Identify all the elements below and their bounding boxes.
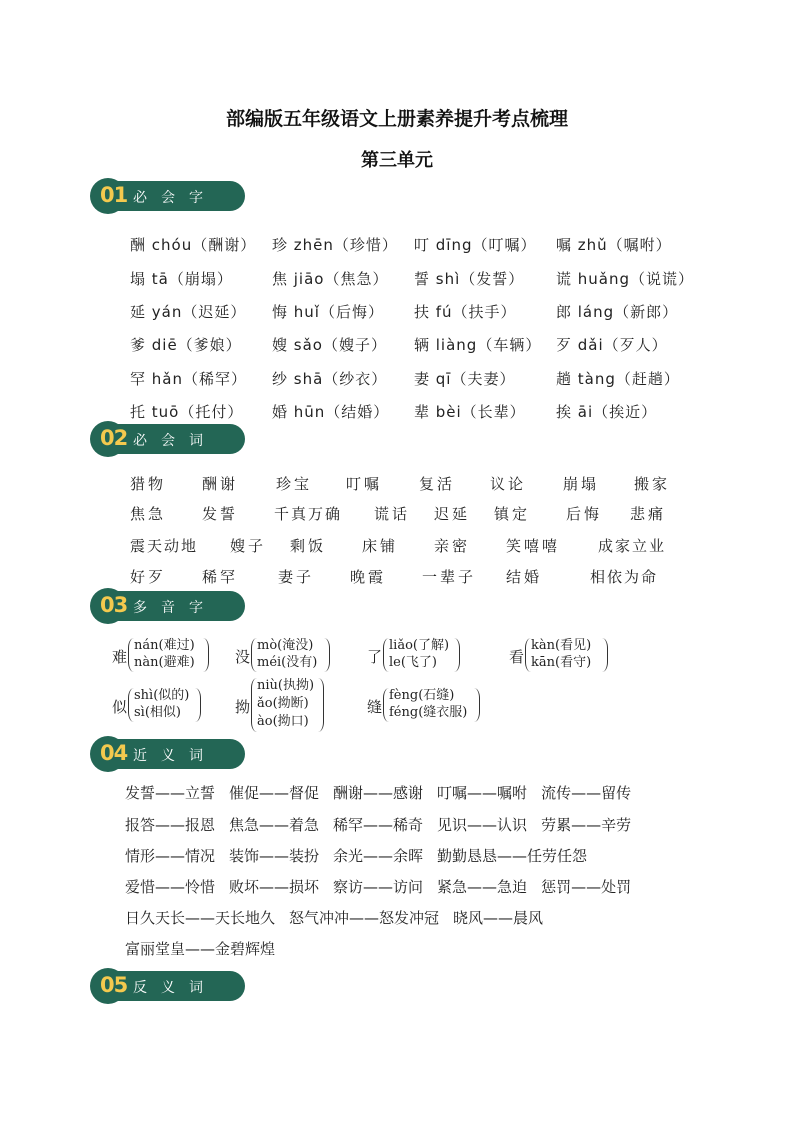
word-entry: 酬谢 xyxy=(202,475,239,493)
section-number: 01 xyxy=(100,183,128,207)
words-row xyxy=(0,566,794,588)
char-entry: 纱 shā（纱衣） xyxy=(272,370,388,388)
polyphone-reading: liǎo(了解) xyxy=(389,638,450,653)
word-entry: 好歹 xyxy=(130,568,167,586)
polyphone-entry xyxy=(235,636,335,676)
polyphone-reading: nàn(避难) xyxy=(134,655,195,670)
polyphone-reading: kàn(看见) xyxy=(531,638,592,653)
section-label: 必会词 xyxy=(133,433,217,449)
synonyms-row xyxy=(125,845,601,867)
word-entry: 成家立业 xyxy=(598,537,667,555)
words-row xyxy=(0,473,794,495)
synonym-pair: 催促——督促 xyxy=(229,784,320,802)
word-entry: 猎物 xyxy=(130,475,167,493)
brace-right xyxy=(317,678,324,732)
char-entry: 婚 hūn（结婚） xyxy=(272,403,390,421)
char-entry: 辆 liàng（车辆） xyxy=(414,336,542,354)
section-label: 近义词 xyxy=(133,748,217,764)
word-entry: 镇定 xyxy=(494,505,531,523)
section-number: 04 xyxy=(100,741,128,765)
polyphone-entry xyxy=(112,686,212,726)
page-subtitle: 第三单元 xyxy=(361,150,433,171)
polyphone-reading: ào(拗口) xyxy=(257,714,309,729)
word-entry: 珍宝 xyxy=(276,475,313,493)
synonym-pair: 败坏——损坏 xyxy=(229,878,320,896)
polyphone-reading: féng(缝衣服) xyxy=(389,705,468,720)
word-entry: 崩塌 xyxy=(563,475,600,493)
brace-right xyxy=(601,638,608,672)
polyphone-entry xyxy=(509,636,609,676)
words-row xyxy=(0,503,794,525)
char-entry: 延 yán（迟延） xyxy=(130,303,247,321)
word-entry: 后悔 xyxy=(566,505,603,523)
char-entry: 叮 dīng（叮嘱） xyxy=(414,236,537,254)
polyphone-char: 缝 xyxy=(367,698,383,716)
chars-row xyxy=(0,234,794,256)
chars-row xyxy=(0,368,794,390)
char-entry: 辈 bèi（长辈） xyxy=(414,403,526,421)
char-entry: 酬 chóu（酬谢） xyxy=(130,236,257,254)
section-label: 必会字 xyxy=(133,190,217,206)
section-number: 03 xyxy=(100,593,128,617)
synonym-pair: 叮嘱——嘱咐 xyxy=(437,784,528,802)
polyphone-char: 没 xyxy=(235,648,251,666)
char-entry: 郎 láng（新郎） xyxy=(556,303,679,321)
polyphone-reading: méi(没有) xyxy=(257,655,318,670)
polyphone-char: 难 xyxy=(112,648,128,666)
synonym-pair: 日久天长——天长地久 xyxy=(125,909,276,927)
synonym-pair: 晓风——晨风 xyxy=(453,909,544,927)
synonym-pair: 情形——情况 xyxy=(125,847,216,865)
word-entry: 谎话 xyxy=(374,505,411,523)
char-entry: 嫂 sǎo（嫂子） xyxy=(272,336,387,354)
word-entry: 晚霞 xyxy=(350,568,387,586)
chars-row xyxy=(0,401,794,423)
word-entry: 床铺 xyxy=(362,537,399,555)
char-entry: 珍 zhēn（珍惜） xyxy=(272,236,398,254)
polyphone-char: 拗 xyxy=(235,698,251,716)
char-entry: 挨 āi（挨近） xyxy=(556,403,658,421)
synonyms-row xyxy=(125,814,645,836)
word-entry: 剩饭 xyxy=(290,537,327,555)
word-entry: 稀罕 xyxy=(202,568,239,586)
char-entry: 歹 dǎi（歹人） xyxy=(556,336,668,354)
section-label: 反义词 xyxy=(133,980,217,996)
polyphone-reading: kān(看守) xyxy=(531,655,592,670)
char-entry: 谎 huǎng（说谎） xyxy=(556,270,695,288)
polyphone-entry xyxy=(112,636,212,676)
synonym-pair: 察访——访问 xyxy=(333,878,424,896)
word-entry: 悲痛 xyxy=(630,505,667,523)
polyphone-entry xyxy=(367,686,487,726)
synonym-pair: 劳累——辛劳 xyxy=(541,816,632,834)
word-entry: 议论 xyxy=(490,475,527,493)
word-entry: 焦急 xyxy=(130,505,167,523)
char-entry: 焦 jiāo（焦急） xyxy=(272,270,389,288)
section-header-01 xyxy=(93,181,245,211)
word-entry: 嫂子 xyxy=(230,537,267,555)
section-header-05 xyxy=(93,971,245,1001)
polyphone-reading: ǎo(拗断) xyxy=(257,696,309,711)
word-entry: 笑嘻嘻 xyxy=(506,537,561,555)
polyphone-reading: fèng(石缝) xyxy=(389,688,455,703)
synonym-pair: 稀罕——稀奇 xyxy=(333,816,424,834)
polyphone-entry xyxy=(367,636,467,676)
polyphone-char: 了 xyxy=(367,648,383,666)
polyphone-reading: sì(相似) xyxy=(134,705,181,720)
synonym-pair: 焦急——着急 xyxy=(229,816,320,834)
synonyms-row xyxy=(125,782,645,804)
word-entry: 搬家 xyxy=(634,475,671,493)
synonym-pair: 紧急——急迫 xyxy=(437,878,528,896)
synonym-pair: 惩罚——处罚 xyxy=(541,878,632,896)
section-header-03 xyxy=(93,591,245,621)
synonym-pair: 报答——报恩 xyxy=(125,816,216,834)
synonym-pair: 余光——余晖 xyxy=(333,847,424,865)
polyphone-char: 看 xyxy=(509,648,525,666)
char-entry: 嘱 zhǔ（嘱咐） xyxy=(556,236,672,254)
brace-right xyxy=(194,688,201,722)
char-entry: 罕 hǎn（稀罕） xyxy=(130,370,247,388)
polyphone-reading: nán(难过) xyxy=(134,638,195,653)
section-number: 02 xyxy=(100,426,128,450)
brace-right xyxy=(323,638,330,672)
word-entry: 复活 xyxy=(419,475,456,493)
synonyms-row xyxy=(125,876,645,898)
polyphone-reading: le(飞了) xyxy=(389,655,437,670)
word-entry: 发誓 xyxy=(202,505,239,523)
brace-right xyxy=(453,638,460,672)
word-entry: 千真万确 xyxy=(274,505,343,523)
synonym-pair: 流传——留传 xyxy=(541,784,632,802)
polyphone-entry xyxy=(235,676,335,736)
char-entry: 誓 shì（发誓） xyxy=(414,270,525,288)
polyphone-char: 似 xyxy=(112,698,128,716)
word-entry: 亲密 xyxy=(434,537,471,555)
chars-row xyxy=(0,301,794,323)
section-header-04 xyxy=(93,739,245,769)
word-entry: 相依为命 xyxy=(590,568,659,586)
char-entry: 趟 tàng（赶趟） xyxy=(556,370,680,388)
char-entry: 爹 diē（爹娘） xyxy=(130,336,242,354)
word-entry: 妻子 xyxy=(278,568,315,586)
synonyms-row xyxy=(125,907,557,929)
chars-row xyxy=(0,268,794,290)
word-entry: 叮嘱 xyxy=(346,475,383,493)
char-entry: 扶 fú（扶手） xyxy=(414,303,517,321)
char-entry: 塌 tā（崩塌） xyxy=(130,270,233,288)
section-number: 05 xyxy=(100,973,128,997)
word-entry: 结婚 xyxy=(506,568,543,586)
section-header-02 xyxy=(93,424,245,454)
synonym-pair: 见识——认识 xyxy=(437,816,528,834)
polyphone-reading: mò(淹没) xyxy=(257,638,314,653)
synonyms-row xyxy=(125,938,289,960)
word-entry: 迟延 xyxy=(434,505,471,523)
synonym-pair: 装饰——装扮 xyxy=(229,847,320,865)
char-entry: 妻 qī（夫妻） xyxy=(414,370,516,388)
synonym-pair: 怒气冲冲——怒发冲冠 xyxy=(289,909,440,927)
brace-right xyxy=(473,688,480,722)
section-label: 多音字 xyxy=(133,600,217,616)
words-row xyxy=(0,535,794,557)
polyphone-reading: shì(似的) xyxy=(134,688,190,703)
synonym-pair: 爱惜——怜惜 xyxy=(125,878,216,896)
page-title: 部编版五年级语文上册素养提升考点梳理 xyxy=(225,108,568,130)
char-entry: 悔 huǐ（后悔） xyxy=(272,303,384,321)
synonym-pair: 发誓——立誓 xyxy=(125,784,216,802)
synonym-pair: 酬谢——感谢 xyxy=(333,784,424,802)
word-entry: 一辈子 xyxy=(422,568,477,586)
chars-row xyxy=(0,334,794,356)
brace-right xyxy=(202,638,209,672)
word-entry: 震天动地 xyxy=(130,537,199,555)
char-entry: 托 tuō（托付） xyxy=(130,403,244,421)
synonym-pair: 富丽堂皇——金碧辉煌 xyxy=(125,940,276,958)
polyphone-reading: niù(执拗) xyxy=(257,678,315,693)
synonym-pair: 勤勤恳恳——任劳任怨 xyxy=(437,847,588,865)
